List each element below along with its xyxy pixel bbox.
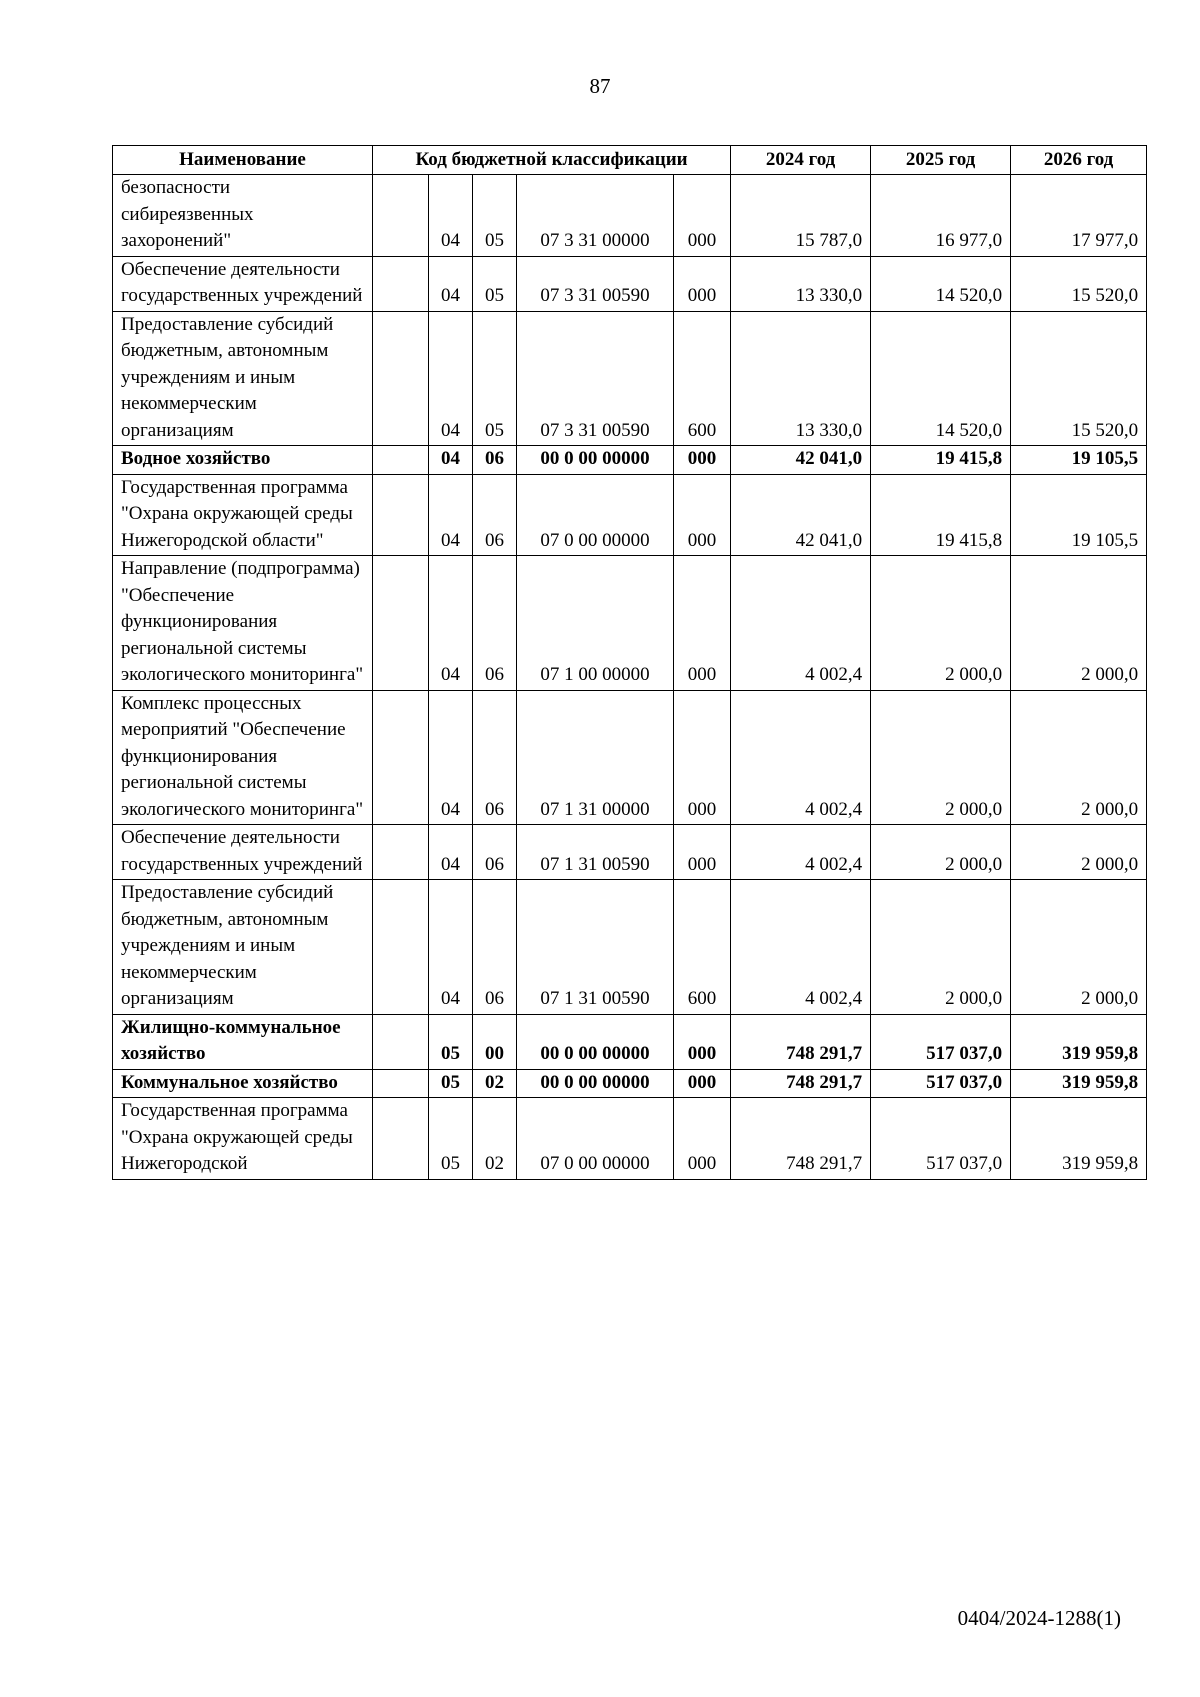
row-code-section: 04 xyxy=(429,256,473,311)
row-empty-cell xyxy=(373,256,429,311)
row-code-subsection: 05 xyxy=(473,175,517,257)
row-value-2024: 13 330,0 xyxy=(731,311,871,446)
row-code-subsection: 02 xyxy=(473,1098,517,1180)
row-code-subsection: 05 xyxy=(473,311,517,446)
row-empty-cell xyxy=(373,880,429,1015)
row-value-2024: 15 787,0 xyxy=(731,175,871,257)
row-code-target: 07 0 00 00000 xyxy=(517,474,674,556)
row-value-2024: 13 330,0 xyxy=(731,256,871,311)
row-code-expense-type: 000 xyxy=(674,1069,731,1098)
row-value-2026: 17 977,0 xyxy=(1011,175,1147,257)
row-code-section: 05 xyxy=(429,1098,473,1180)
row-code-subsection: 00 xyxy=(473,1014,517,1069)
row-code-subsection: 06 xyxy=(473,825,517,880)
row-code-target: 00 0 00 00000 xyxy=(517,1069,674,1098)
row-value-2026: 15 520,0 xyxy=(1011,311,1147,446)
document-id: 0404/2024-1288(1) xyxy=(957,1606,1121,1630)
row-value-2024: 748 291,7 xyxy=(731,1069,871,1098)
row-name: Обеспечение деятельности государственных учреждений xyxy=(113,825,373,880)
table-row xyxy=(113,556,1147,691)
row-code-expense-type: 600 xyxy=(674,311,731,446)
row-code-expense-type: 000 xyxy=(674,1098,731,1180)
row-name: Комплекс процессных мероприятий "Обеспечение функционирования региональной системы экологического мониторинга" xyxy=(113,690,373,825)
row-value-2026: 15 520,0 xyxy=(1011,256,1147,311)
row-value-2026: 319 959,8 xyxy=(1011,1098,1147,1180)
header-name: Наименование xyxy=(113,146,373,175)
header-code: Код бюджетной классификации xyxy=(373,146,731,175)
header-2024: 2024 год xyxy=(731,146,871,175)
row-code-expense-type: 000 xyxy=(674,690,731,825)
row-empty-cell xyxy=(373,1014,429,1069)
page-number: 87 xyxy=(589,74,611,98)
row-value-2025: 14 520,0 xyxy=(871,311,1011,446)
row-code-section: 04 xyxy=(429,446,473,475)
row-code-section: 05 xyxy=(429,1014,473,1069)
row-value-2025: 2 000,0 xyxy=(871,880,1011,1015)
row-code-subsection: 05 xyxy=(473,256,517,311)
table-row xyxy=(113,474,1147,556)
row-code-target: 07 3 31 00590 xyxy=(517,311,674,446)
row-code-section: 04 xyxy=(429,556,473,691)
header-2025: 2025 год xyxy=(871,146,1011,175)
row-value-2025: 2 000,0 xyxy=(871,556,1011,691)
row-name: безопасности сибиреязвенных захоронений" xyxy=(113,175,373,257)
row-name: Обеспечение деятельности государственных учреждений xyxy=(113,256,373,311)
row-value-2026: 2 000,0 xyxy=(1011,880,1147,1015)
row-value-2025: 16 977,0 xyxy=(871,175,1011,257)
row-code-section: 04 xyxy=(429,825,473,880)
row-value-2025: 2 000,0 xyxy=(871,825,1011,880)
row-value-2024: 42 041,0 xyxy=(731,474,871,556)
row-code-expense-type: 000 xyxy=(674,1014,731,1069)
row-code-target: 07 1 31 00590 xyxy=(517,825,674,880)
row-code-expense-type: 000 xyxy=(674,825,731,880)
row-empty-cell xyxy=(373,175,429,257)
table-row xyxy=(113,1014,1147,1069)
row-value-2025: 19 415,8 xyxy=(871,474,1011,556)
row-value-2024: 4 002,4 xyxy=(731,690,871,825)
row-code-target: 07 3 31 00000 xyxy=(517,175,674,257)
table-row xyxy=(113,1098,1147,1180)
row-code-subsection: 02 xyxy=(473,1069,517,1098)
row-value-2025: 2 000,0 xyxy=(871,690,1011,825)
row-empty-cell xyxy=(373,311,429,446)
table-row xyxy=(113,880,1147,1015)
row-value-2025: 517 037,0 xyxy=(871,1098,1011,1180)
row-empty-cell xyxy=(373,825,429,880)
row-code-section: 04 xyxy=(429,474,473,556)
row-code-section: 04 xyxy=(429,311,473,446)
row-value-2024: 4 002,4 xyxy=(731,825,871,880)
row-code-section: 05 xyxy=(429,1069,473,1098)
table-row xyxy=(113,175,1147,257)
row-value-2024: 748 291,7 xyxy=(731,1014,871,1069)
row-code-target: 00 0 00 00000 xyxy=(517,446,674,475)
row-code-subsection: 06 xyxy=(473,556,517,691)
row-code-subsection: 06 xyxy=(473,446,517,475)
row-code-expense-type: 000 xyxy=(674,474,731,556)
row-value-2025: 517 037,0 xyxy=(871,1069,1011,1098)
row-empty-cell xyxy=(373,556,429,691)
row-empty-cell xyxy=(373,446,429,475)
row-value-2026: 19 105,5 xyxy=(1011,446,1147,475)
table-header-row xyxy=(113,146,1147,175)
row-value-2026: 2 000,0 xyxy=(1011,690,1147,825)
row-name: Предоставление субсидий бюджетным, автономным учреждениям и иным некоммерческим организациям xyxy=(113,311,373,446)
table-row xyxy=(113,1069,1147,1098)
row-code-expense-type: 000 xyxy=(674,175,731,257)
row-code-section: 04 xyxy=(429,880,473,1015)
row-value-2025: 14 520,0 xyxy=(871,256,1011,311)
row-name: Государственная программа "Охрана окружающей среды Нижегородской xyxy=(113,1098,373,1180)
table-row xyxy=(113,446,1147,475)
table-row xyxy=(113,825,1147,880)
row-code-target: 07 0 00 00000 xyxy=(517,1098,674,1180)
row-name: Предоставление субсидий бюджетным, автономным учреждениям и иным некоммерческим организациям xyxy=(113,880,373,1015)
table-row xyxy=(113,690,1147,825)
row-name: Коммунальное хозяйство xyxy=(113,1069,373,1098)
budget-table xyxy=(112,145,1147,1180)
row-value-2026: 2 000,0 xyxy=(1011,556,1147,691)
table-row xyxy=(113,256,1147,311)
row-empty-cell xyxy=(373,690,429,825)
row-empty-cell xyxy=(373,1069,429,1098)
row-empty-cell xyxy=(373,474,429,556)
row-code-target: 07 1 00 00000 xyxy=(517,556,674,691)
row-code-expense-type: 000 xyxy=(674,256,731,311)
row-code-section: 04 xyxy=(429,175,473,257)
row-code-target: 07 3 31 00590 xyxy=(517,256,674,311)
row-name: Направление (подпрограмма) "Обеспечение функционирования региональной системы экологического мониторинга" xyxy=(113,556,373,691)
row-code-target: 07 1 31 00000 xyxy=(517,690,674,825)
row-code-section: 04 xyxy=(429,690,473,825)
row-value-2026: 2 000,0 xyxy=(1011,825,1147,880)
row-name: Государственная программа "Охрана окружающей среды Нижегородской области" xyxy=(113,474,373,556)
table-row xyxy=(113,311,1147,446)
row-value-2025: 19 415,8 xyxy=(871,446,1011,475)
row-name: Жилищно-коммунальное хозяйство xyxy=(113,1014,373,1069)
table-body xyxy=(113,175,1147,1180)
row-empty-cell xyxy=(373,1098,429,1180)
row-value-2024: 42 041,0 xyxy=(731,446,871,475)
row-value-2026: 319 959,8 xyxy=(1011,1014,1147,1069)
row-value-2024: 4 002,4 xyxy=(731,556,871,691)
header-2026: 2026 год xyxy=(1011,146,1147,175)
row-code-expense-type: 600 xyxy=(674,880,731,1015)
row-value-2024: 4 002,4 xyxy=(731,880,871,1015)
row-code-expense-type: 000 xyxy=(674,556,731,691)
row-code-target: 07 1 31 00590 xyxy=(517,880,674,1015)
row-code-target: 00 0 00 00000 xyxy=(517,1014,674,1069)
row-value-2024: 748 291,7 xyxy=(731,1098,871,1180)
row-value-2025: 517 037,0 xyxy=(871,1014,1011,1069)
row-code-subsection: 06 xyxy=(473,690,517,825)
row-value-2026: 19 105,5 xyxy=(1011,474,1147,556)
row-code-subsection: 06 xyxy=(473,474,517,556)
row-value-2026: 319 959,8 xyxy=(1011,1069,1147,1098)
row-name: Водное хозяйство xyxy=(113,446,373,475)
row-code-expense-type: 000 xyxy=(674,446,731,475)
row-code-subsection: 06 xyxy=(473,880,517,1015)
